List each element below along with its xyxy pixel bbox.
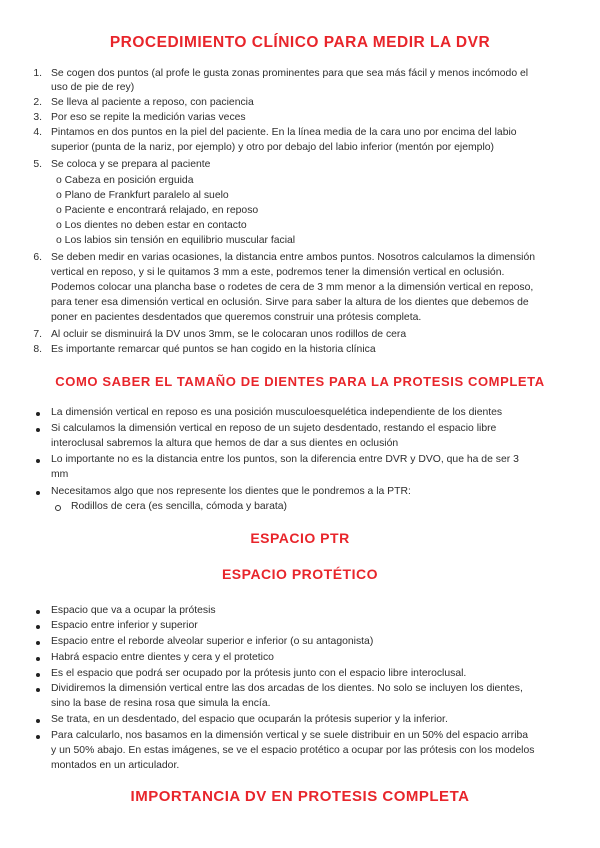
bullet-line: Habrá espacio entre dientes y cera y el protetico (51, 652, 274, 663)
heading-espacio-protetico: ESPACIO PROTÉTICO (221, 566, 379, 582)
sub-bullet-circle (55, 505, 61, 511)
bullet-line: mm (51, 469, 69, 480)
bullet-dot (36, 491, 40, 495)
step-line: Al ocluir se disminuirá la DV unos 3mm, se le colocaran unos rodillos de cera (51, 329, 407, 340)
bullet-line: interoclusal sabremos la altura que hemos de dar a sus dientes en oclusión (51, 438, 399, 449)
step-line: uso de pie de rey) (51, 82, 135, 93)
step5-subitem: o Los labios sin tensión en equilibrio muscular facial (56, 235, 296, 246)
step-number: 2. (33, 97, 42, 108)
step-number: 6. (33, 252, 42, 263)
bullet-dot (36, 428, 40, 432)
bullet-line: Espacio entre el reborde alveolar superior e inferior (o su antagonista) (51, 636, 374, 647)
step-line: Es importante remarcar qué puntos se han cogido en la historia clínica (51, 344, 376, 355)
step5-subitem: o Paciente e encontrará relajado, en reposo (56, 205, 259, 216)
bullet-dot (36, 735, 40, 739)
bullet-line: Si calculamos la dimensión vertical en reposo de un sujeto desdentado, restando el espacio libre (51, 423, 497, 434)
step-number: 4. (33, 127, 42, 138)
bullet-line: sino la base de resina rosa que simula la encía. (51, 698, 271, 709)
bullet-dot (36, 673, 40, 677)
step-line: Se lleva al paciente a reposo, con paciencia (51, 97, 254, 108)
step5-subitem: o Plano de Frankfurt paralelo al suelo (56, 190, 229, 201)
bullet-line: montados en un articulador. (51, 760, 180, 771)
bullet-line: Dividiremos la dimensión vertical entre las dos arcadas de los dientes. No solo se incluyen los dientes, (51, 683, 523, 694)
bullet-dot (36, 459, 40, 463)
bullet-line: Espacio que va a ocupar la prótesis (51, 605, 216, 616)
bullet-dot (36, 610, 40, 614)
heading-procedimiento: PROCEDIMIENTO CLÍNICO PARA MEDIR LA DVR (109, 34, 491, 51)
step-number: 8. (33, 344, 42, 355)
step-line: para tener esa dimensión vertical en oclusión. Sirve para saber la altura de los dientes que debemos de (51, 297, 529, 308)
step-number: 7. (33, 329, 42, 340)
step-number: 3. (33, 112, 42, 123)
bullet-dot (36, 688, 40, 692)
step-line: superior (punta de la nariz, por ejemplo) y otro por debajo del labio inferior (mentón por ejemplo) (51, 142, 494, 153)
step-line: Pintamos en dos puntos en la piel del paciente. En la línea media de la cara uno por encima del labio (51, 127, 517, 138)
heading-espacio-ptr: ESPACIO PTR (250, 530, 350, 546)
step-line: Se coloca y se prepara al paciente (51, 159, 211, 170)
bullet-line: Espacio entre inferior y superior (51, 620, 198, 631)
bullet-dot (36, 719, 40, 723)
heading-tamano-dientes: COMO SABER EL TAMAÑO DE DIENTES PARA LA PROTESIS COMPLETA (55, 374, 545, 389)
sub-bullet-line: Rodillos de cera (es sencilla, cómoda y barata) (71, 501, 287, 512)
bullet-line: Se trata, en un desdentado, del espacio que ocuparán la prótesis superior y la inferior. (51, 714, 448, 725)
heading-importancia-dv: IMPORTANCIA DV EN PROTESIS COMPLETA (130, 788, 470, 805)
step-line: vertical en reposo, y si le quitamos 3 mm a este, podremos tener la dimensión vertical en oclusión. (51, 267, 505, 278)
bullet-line: Lo importante no es la distancia entre los puntos, son la diferencia entre DVR y DVO, que ha de ser 3 (51, 454, 519, 465)
step-line: poner en pacientes desdentados que queremos construir una prótesis completa. (51, 312, 422, 323)
bullet-line: Necesitamos algo que nos represente los dientes que le pondremos a la PTR: (51, 486, 411, 497)
step-line: Por eso se repite la medición varias veces (51, 112, 246, 123)
bullet-line: Para calcularlo, nos basamos en la dimensión vertical y se suele distribuir en un 50% del espacio arriba (51, 730, 529, 741)
bullet-dot (36, 657, 40, 661)
step-number: 1. (33, 68, 42, 79)
step-line: Podemos colocar una plancha base o rodetes de cera de 3 mm menor a la dimensión vertical en reposo, (51, 282, 534, 293)
bullet-line: y un 50% abajo. En estas imágenes, se ve el espacio protético a ocupar por las prótesis con los modelos (51, 745, 535, 756)
step5-subitem: o Los dientes no deben estar en contacto (56, 220, 247, 231)
bullet-dot (36, 412, 40, 416)
step-line: Se deben medir en varias ocasiones, la distancia entre ambos puntos. Nosotros calculamos la dimensión (51, 252, 536, 263)
step-line: Se cogen dos puntos (al profe le gusta zonas prominentes para que sea más fácil y menos incómodo el (51, 68, 529, 79)
bullet-dot (36, 625, 40, 629)
bullet-line: Es el espacio que podrá ser ocupado por la prótesis junto con el espacio libre interoclusal. (51, 668, 467, 679)
step5-subitem: o Cabeza en posición erguida (56, 175, 194, 186)
bullet-dot (36, 641, 40, 645)
step-number: 5. (33, 159, 42, 170)
bullet-line: La dimensión vertical en reposo es una posición musculoesquelética independiente de los dientes (51, 407, 503, 418)
